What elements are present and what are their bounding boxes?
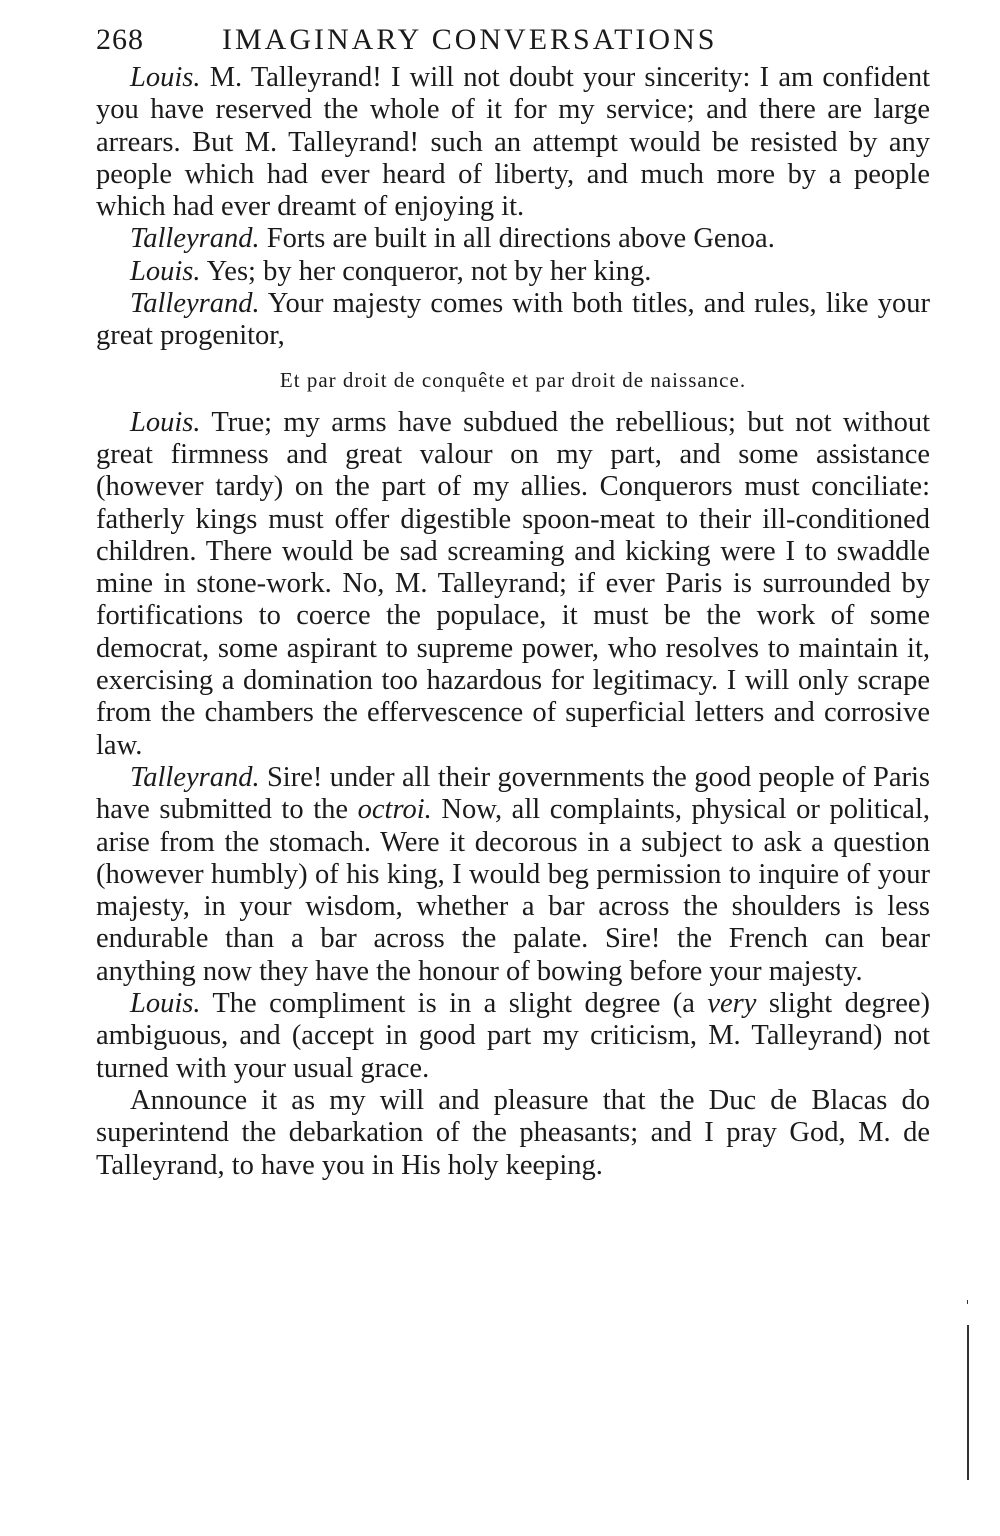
scan-edge-mark (967, 1300, 968, 1304)
speaker-name: Talleyrand. (130, 223, 260, 255)
page-number: 268 (96, 23, 144, 56)
speaker-name: Talleyrand. (130, 761, 260, 793)
dialogue-paragraph (96, 988, 930, 1085)
paragraph-text: slight degree) ambiguous, and (accept in good part my criticism, M. Talleyrand) not turned with your usual grace. (96, 988, 930, 1084)
running-title: IMAGINARY CONVERSATIONS (222, 23, 718, 56)
dialogue-paragraph (96, 62, 930, 223)
paragraph-text: The compliment is in a slight degree (a (200, 988, 708, 1020)
speaker-name: Louis. (130, 406, 201, 438)
verse-quotation: Et par droit de conquête et par droit de naissance. (279, 367, 747, 392)
dialogue-paragraph (96, 256, 930, 288)
speaker-name: Louis. (130, 255, 201, 287)
dialogue-paragraph (96, 223, 930, 255)
speaker-name: Louis. (130, 62, 201, 93)
paragraph-text: Yes; by her conqueror, not by her king. (200, 255, 652, 287)
paragraph-text: Sire! under all their governments the good people of Paris have submitted to the (96, 761, 930, 826)
paragraph-text: True; my arms have subdued the rebellious; but not without great firmness and great valour on my part, and some assistance (however tardy) on the part of my allies. Conquerors must conciliate: fatherly kings must offer digestible spoon-meat to their ill-conditioned children. There would be sad screaming and kicking were I to swaddle mine in stone-work. No, M. Talleyrand; if ever Paris is surrounded by fortifications to coerce the populace, it must be the work of some democrat, some aspirant to supreme power, who resolves to maintain it, exercising a domination too hazardous for legitimacy. I will only scrape from the chambers the effervescence of superficial letters and corrosive law. (96, 406, 930, 761)
running-header (96, 20, 930, 60)
paragraph-text: Announce it as my will and pleasure that the Duc de Blacas do superintend the debarkation of the pheasants; and I pray God, M. de Talleyrand, to have you in His holy keeping. (96, 1084, 930, 1181)
paragraph-text: Forts are built in all directions above Genoa. (259, 223, 775, 255)
paragraph-text: Your majesty comes with both titles, and rules, like your great progenitor, (96, 288, 930, 352)
paragraph-text: Now, all complaints, physical or political, arise from the stomach. Were it decorous in a subject to ask a question (however humbly) of his king, I would beg permission to inquire of your majesty, in your wisdom, whether a bar across the shoulders is less endurable than a bar across the palate. Sire! the French can bear anything now they have the honour of bowing before your majesty. (96, 794, 930, 987)
speaker-name: Talleyrand. (130, 288, 260, 320)
book-page (96, 20, 930, 1182)
dialogue-paragraph (96, 288, 930, 353)
emphasis-word: octroi. (357, 794, 432, 826)
paragraph-text: M. Talleyrand! I will not doubt your sincerity: I am confident you have reserved the whole of it for my service; and there are large arrears. But M. Talleyrand! such an attempt would be resisted by any people which had ever heard of liberty, and much more by a people which had ever dreamt of enjoying it. (96, 62, 930, 223)
emphasis-word: very (707, 988, 757, 1020)
dialogue-paragraph (96, 407, 930, 762)
speaker-name: Louis. (130, 988, 201, 1020)
scan-edge-mark (967, 1325, 969, 1480)
closing-paragraph (96, 1085, 930, 1182)
dialogue-paragraph (96, 762, 930, 988)
